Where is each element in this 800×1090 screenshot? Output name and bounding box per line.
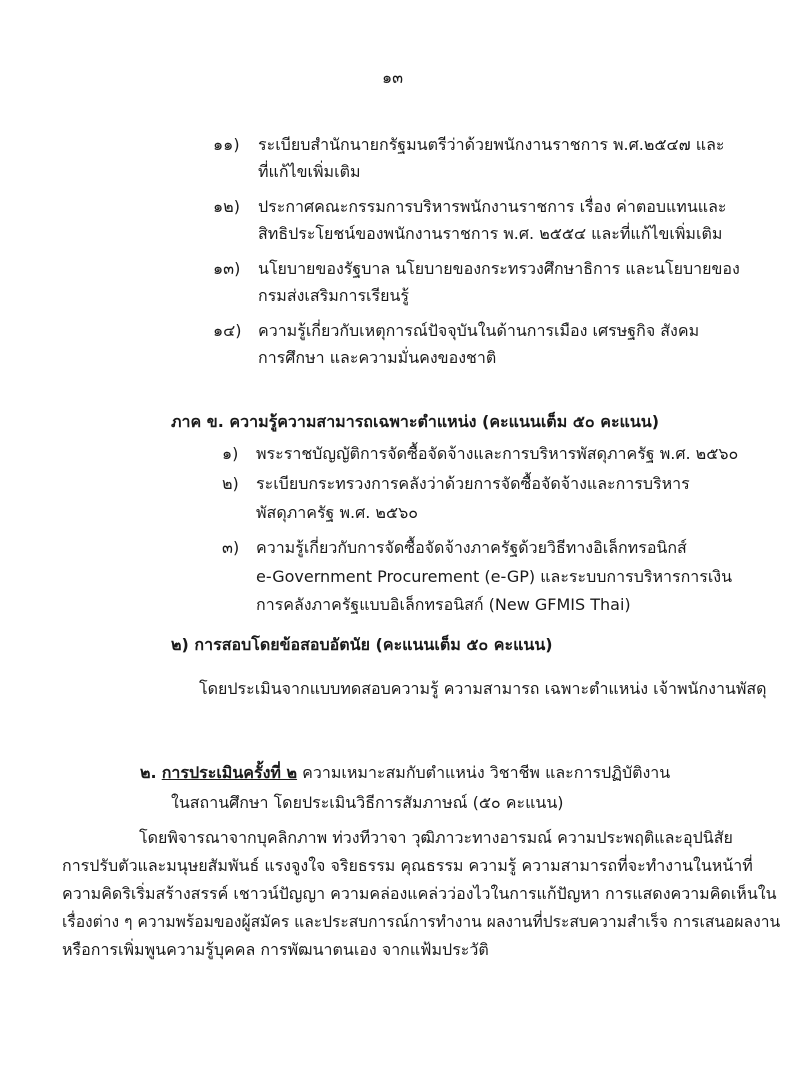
item-text: ระเบียบสำนักนายกรัฐมนตรีว่าด้วยพนักงานราชการ พ.ศ.๒๕๔๗ และ	[258, 135, 725, 154]
item-number: ๑)	[222, 444, 239, 463]
round2-number: ๒.	[140, 763, 157, 782]
item-number: ๑๒)	[213, 197, 240, 216]
item-number: ๑๓)	[213, 259, 241, 278]
item-text: e-Government Procurement (e-GP) และระบบการบริหารการเงิน	[256, 567, 733, 586]
item-number: ๒)	[222, 474, 239, 493]
subjective-heading: ๒) การสอบโดยข้อสอบอัตนัย (คะแนนเต็ม ๕๐ คะแนน)	[171, 635, 553, 654]
paragraph-line: เรื่องต่าง ๆ ความพร้อมของผู้สมัคร และประสบการณ์การทำงาน ผลงานที่ประสบความสำเร็จ การเสนอผลงาน	[62, 912, 781, 931]
item-text: นโยบายของรัฐบาล นโยบายของกระทรวงศึกษาธิการ และนโยบายของ	[258, 259, 740, 278]
item-text: การศึกษา และความมั่นคงของชาติ	[258, 348, 497, 367]
round2-title: การประเมินครั้งที่ ๒	[161, 763, 298, 782]
paragraph-line: โดยพิจารณาจากบุคลิกภาพ ท่วงทีวาจา วุฒิภาวะทางอารมณ์ ความประพฤติและอุปนิสัย	[139, 828, 733, 847]
item-text: ที่แก้ไขเพิ่มเติม	[258, 162, 361, 181]
item-number: ๑๑)	[213, 135, 240, 154]
item-number: ๓)	[222, 538, 240, 557]
round2-line2: ในสถานศึกษา โดยประเมินวิธีการสัมภาษณ์ (๕๐ คะแนน)	[171, 793, 564, 812]
part-b-heading: ภาค ข. ความรู้ความสามารถเฉพาะตำแหน่ง (คะแนนเต็ม ๕๐ คะแนน)	[171, 412, 660, 431]
round2-description: ความเหมาะสมกับตำแหน่ง วิชาชีพ และการปฏิบัติงาน	[302, 763, 671, 782]
round2-heading	[140, 759, 670, 786]
item-text: ความรู้เกี่ยวกับเหตุการณ์ปัจจุบันในด้านการเมือง เศรษฐกิจ สังคม	[258, 321, 700, 340]
item-text: ความรู้เกี่ยวกับการจัดซื้อจัดจ้างภาครัฐด้วยวิธีทางอิเล็กทรอนิกส์	[256, 538, 687, 557]
paragraph-line: หรือการเพิ่มพูนความรู้บุคคล การพัฒนาตนเอง จากแฟ้มประวัติ	[62, 940, 489, 959]
item-text: ประกาศคณะกรรมการบริหารพนักงานราชการ เรื่อง ค่าตอบแทนและ	[258, 197, 727, 216]
paragraph-line: ความคิดริเริ่มสร้างสรรค์ เชาวน์ปัญญา ความคล่องแคล่วว่องไวในการแก้ปัญหา การแสดงความคิดเห็นใน	[62, 884, 777, 903]
subjective-text: โดยประเมินจากแบบทดสอบความรู้ ความสามารถ เฉพาะตำแหน่ง เจ้าพนักงานพัสดุ	[199, 679, 767, 698]
item-text: สิทธิประโยชน์ของพนักงานราชการ พ.ศ. ๒๕๕๔ และที่แก้ไขเพิ่มเติม	[258, 224, 723, 243]
item-text: กรมส่งเสริมการเรียนรู้	[258, 286, 410, 305]
paragraph-line: การปรับตัวและมนุษยสัมพันธ์ แรงจูงใจ จริยธรรม คุณธรรม ความรู้ ความสามารถที่จะทำงานในหน้าที่	[62, 856, 753, 875]
page-number: ๑๓	[382, 68, 404, 87]
item-number: ๑๔)	[213, 321, 242, 340]
item-text: การคลังภาครัฐแบบอิเล็กทรอนิสก์ (New GFMIS Thai)	[256, 595, 631, 614]
item-text: ระเบียบกระทรวงการคลังว่าด้วยการจัดซื้อจัดจ้างและการบริหาร	[256, 474, 690, 493]
item-text: พระราชบัญญัติการจัดซื้อจัดจ้างและการบริหารพัสดุภาครัฐ พ.ศ. ๒๕๖๐	[256, 444, 739, 463]
item-text: พัสดุภาครัฐ พ.ศ. ๒๕๖๐	[256, 503, 418, 522]
